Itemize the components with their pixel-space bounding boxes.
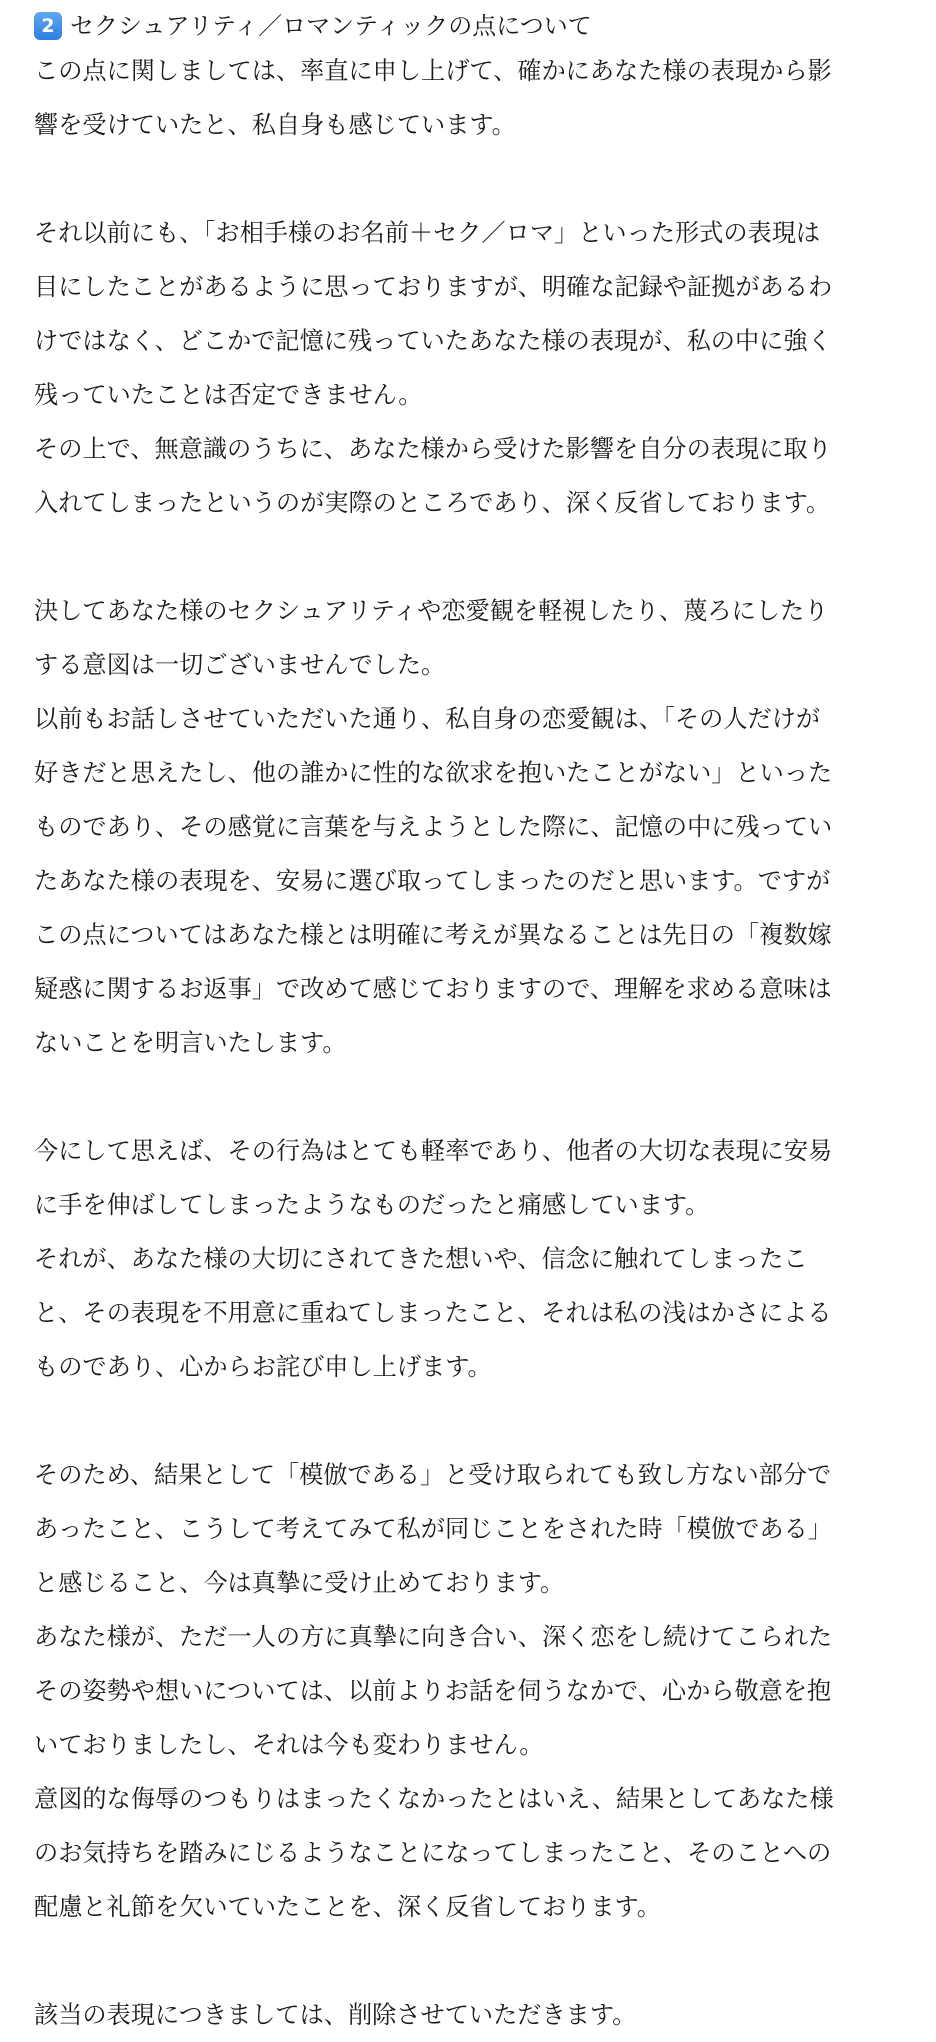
section-heading [34, 8, 904, 44]
text-line: 好きだと思えたし、他の誰かに性的な欲求を抱いたことがない」といった [34, 759, 833, 787]
text-line: 疑惑に関するお返事」で改めて感じておりますので、理解を求める意味は [34, 975, 832, 1003]
paragraph-gap [34, 1394, 904, 1448]
text-line: その姿勢や想いについては、以前よりお話を伺うなかで、心から敬意を抱 [34, 1677, 832, 1705]
section-heading-text: セクシュアリティ／ロマンティックの点について [70, 12, 592, 40]
text-line: その上で、無意識のうちに、あなた様から受けた影響を自分の表現に取り [34, 435, 832, 463]
text-line: 目にしたことがあるように思っておりますが、明確な記録や証拠があるわ [34, 273, 833, 301]
text-line: 配慮と礼節を欠いていたことを、深く反省しております。 [34, 1893, 661, 1921]
text-line: ものであり、その感覚に言葉を与えようとした際に、記憶の中に残ってい [34, 813, 833, 841]
paragraph-gap [34, 1070, 904, 1124]
paragraph-gap [34, 1934, 904, 1988]
keycap-number-icon: 2 [34, 12, 62, 40]
text-line: ないことを明言いたします。 [34, 1029, 347, 1057]
text-line: それが、あなた様の大切にされてきた想いや、信念に触れてしまったこ [34, 1245, 808, 1273]
text-line: と、その表現を不用意に重ねてしまったこと、それは私の浅はかさによる [34, 1299, 832, 1327]
text-line: する意図は一切ございませんでした。 [34, 651, 446, 679]
paragraph-lines [34, 44, 904, 2042]
text-line: 決してあなた様のセクシュアリティや恋愛観を軽視したり、蔑ろにしたり [34, 597, 829, 625]
paragraph-gap [34, 152, 904, 206]
text-line: ものであり、心からお詫び申し上げます。 [34, 1353, 492, 1381]
text-line: この点についてはあなた様とは明確に考えが異なることは先日の「複数嫁 [34, 921, 832, 949]
text-line: 残っていたことは否定できません。 [34, 381, 423, 409]
text-line: そのため、結果として「模倣である」と受け取られても致し方ない部分で [34, 1461, 832, 1489]
text-line: 該当の表現につきましては、削除させていただきます。 [34, 2001, 637, 2029]
text-line: と感じること、今は真摯に受け止めております。 [34, 1569, 565, 1597]
text-line: あったこと、こうして考えてみて私が同じことをされた時「模倣である」 [34, 1515, 832, 1543]
text-line: に手を伸ばしてしまったようなものだったと痛感しています。 [34, 1191, 710, 1219]
text-line: のお気持ちを踏みにじるようなことになってしまったこと、そのことへの [34, 1839, 832, 1867]
text-line: あなた様が、ただ一人の方に真摯に向き合い、深く恋をし続けてこられた [34, 1623, 833, 1651]
text-line: それ以前にも、「お相手様のお名前＋セク／ロマ」といった形式の表現は [34, 219, 821, 247]
text-line: 今にして思えば、その行為はとても軽率であり、他者の大切な表現に安易 [34, 1137, 833, 1165]
text-line: この点に関しましては、率直に申し上げて、確かにあなた様の表現から影 [34, 57, 832, 85]
text-line: 以前もお話しさせていただいた通り、私自身の恋愛観は、「その人だけが [34, 705, 821, 733]
text-line: 響を受けていたと、私自身も感じています。 [34, 111, 516, 139]
text-line: 意図的な侮辱のつもりはまったくなかったとはいえ、結果としてあなた様 [34, 1785, 834, 1813]
text-line: けではなく、どこかで記憶に残っていたあなた様の表現が、私の中に強く [34, 327, 832, 355]
text-line: 入れてしまったというのが実際のところであり、深く反省しております。 [34, 489, 831, 517]
text-line: いておりましたし、それは今も変わりません。 [34, 1731, 544, 1759]
paragraph-gap [34, 530, 904, 584]
text-line: たあなた様の表現を、安易に選び取ってしまったのだと思います。ですが [34, 867, 831, 895]
document-body [34, 8, 904, 2042]
